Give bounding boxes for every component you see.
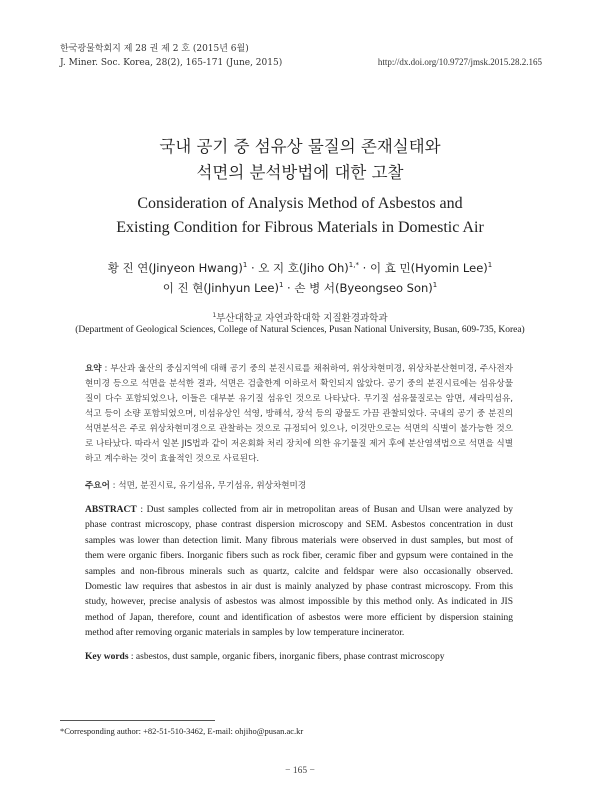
abstract-korean-label: 요약 [85,364,102,374]
keywords-korean-label: 주요어 [85,481,110,491]
author-name: 이 진 현(Jinhyun Lee) [162,280,279,295]
abstract-english [85,503,513,642]
abstract-korean [85,362,513,467]
keywords-korean-text: : 석면, 분진시료, 유기섬유, 무기섬유, 위상차현미경 [109,481,307,491]
author-affiliation-mark: 1,* [348,261,359,269]
abstract-korean-text: : 부산과 울산의 중심지역에 대해 공기 중의 분진시료를 채취하여, 위상차현미경, 위상차분산현미경, 주사전자현미경 등으로 석면을 분석한 결과, 석면은 검출한계 이하로서 확인되지 않았다. 공기 중의 분진시료에는 섬유상물질이 다수 포함되었으나, 이들은 대부분 유기질 섬유인 것으로 나타났다. 무기질 섬유물질로는 암면, 세라믹섬유, 석고 등이 소량 포함되었으며, 비섬유상인 석영, 방해석, 장석 등의 광물도 가끔 관찰되었다. 국내의 공기 중 분진의 석면분석은 주로 위상차현미경으로 관찰하는 것으로 규정되어 있으나, 이것만으로는 석면의 식별이 불가능한 것으로 나타났다. 따라서 일본 JIS법과 같이 저온회화 처리 장치에 의한 유기물질 제거 후에 분산염색법으로 석면을 식별하고 계수하는 것이 효율적인 것으로 사료된다. [85,364,513,464]
author-separator: · [358,260,370,275]
author-separator: · [247,260,259,275]
abstract-english-label: ABSTRACT [85,505,137,515]
korean-title [0,134,600,186]
keywords-english-text: : asbestos, dust sample, organic fibers, inorganic fibers, phase contrast microscopy [128,652,445,662]
footnote-divider [60,720,215,721]
affiliation-english: (Department of Geological Sciences, College of Natural Sciences, Pusan National University, Busan, 609-735, Korea) [75,325,525,335]
author-line-1 [0,257,600,277]
author-line-2 [0,277,600,297]
keywords-english-label: Key words [85,652,129,662]
english-title-line-1: Consideration of Analysis Method of Asbestos and [137,195,463,212]
journal-header-korean: 한국광물학회지 제 28 권 제 2 호 (2015년 6월) [60,44,249,54]
abstract-english-text: : Dust samples collected from air in metropolitan areas of Busan and Ulsan were analyzed by phase contrast microscopy, phase contrast dispersion microscopy and SEM. Asbestos concentration in dust samples was lower than detection limit. Many fibrous materials were observed in dust samples, but most of them were organic fibers. Inorganic fibers such as rock fiber, ceramic fiber and gypsum were contained in the samples and non-fibrous minerals such as quartz, calcite and feldspar were also occasionally observed. Domestic law requires that asbestos in air dust is mainly analyzed by phase contrast microscopy. From this study, however, precise analysis of asbestos was almost impossible by this method only. As indicated in JIS method of Japan, therefore, count and identification of asbestos were more efficient by dispersion staining method after removing organic materials in samples by low temperature incinerator. [85,505,513,639]
author-affiliation-mark: 1 [242,261,248,269]
korean-title-line-1: 국내 공기 중 섬유상 물질의 존재실태와 [159,137,441,156]
keywords-english [85,652,513,662]
english-title-line-2: Existing Condition for Fibrous Materials in Domestic Air [116,219,484,236]
affiliation-korean-text: 부산대학교 자연과학대학 지질환경과학과 [216,313,388,324]
author-name: 이 효 민(Hyomin Lee) [369,260,488,275]
author-name: 오 지 호(Jiho Oh) [258,260,349,275]
author-separator: · [283,280,295,295]
author-name: 손 병 서(Byeongseo Son) [294,280,433,295]
doi-link[interactable]: http://dx.doi.org/10.9727/jmsk.2015.28.2.165 [377,57,542,67]
journal-citation: J. Miner. Soc. Korea, 28(2), 165-171 (June, 2015) [60,58,283,68]
author-list [0,257,600,297]
keywords-korean [85,479,513,491]
affiliation-korean [0,310,600,324]
korean-title-line-2: 석면의 분석방법에 대한 고찰 [196,163,404,182]
author-affiliation-mark: 1 [487,261,493,269]
english-title [0,192,600,240]
author-affiliation-mark: 1 [278,280,284,289]
page-number: − 165 − [285,766,315,776]
author-affiliation-mark: 1 [432,280,438,289]
affiliation-mark: 1 [212,311,217,319]
author-name: 황 진 연(Jinyeon Hwang) [107,260,243,275]
corresponding-author-footnote: *Corresponding author: +82-51-510-3462, E-mail: ohjiho@pusan.ac.kr [60,726,304,736]
